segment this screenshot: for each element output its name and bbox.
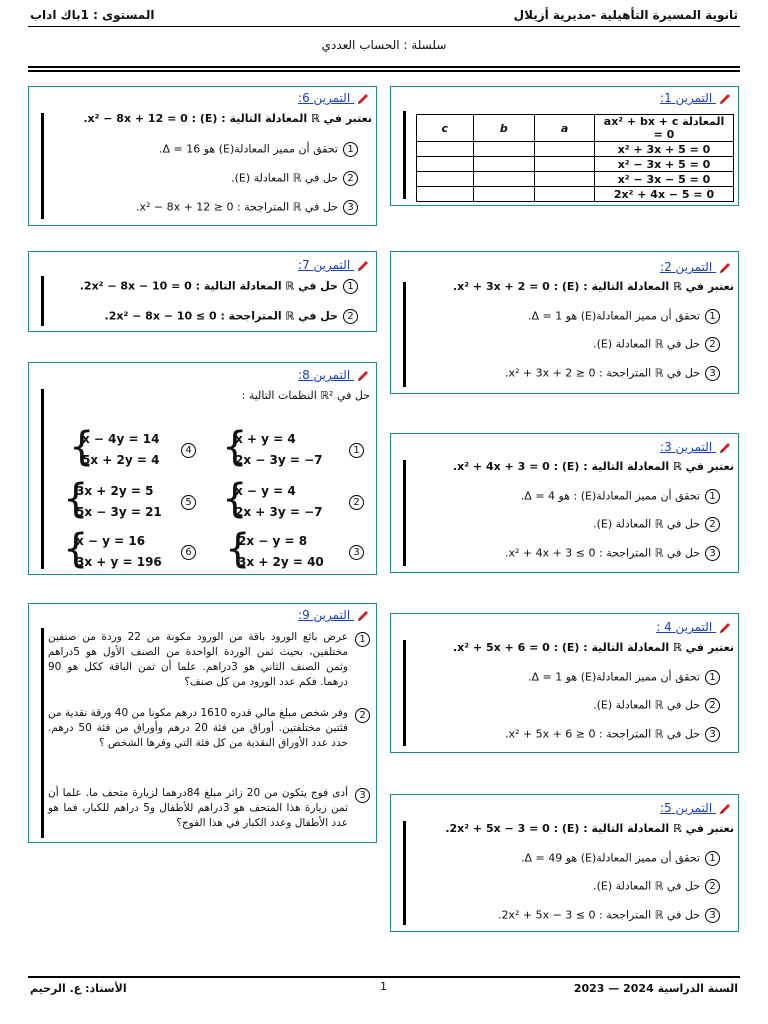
- exercise-4-q2: حل في ℝ المعادلة (E).: [593, 698, 700, 712]
- brace-icon: {: [63, 476, 89, 522]
- question-number: 1: [705, 670, 720, 685]
- brace-icon: {: [225, 526, 251, 572]
- exercise-2-intro: نعتبر في ℝ المعادلة التالية : (E) : x² + 3x + 2 = 0.: [452, 280, 734, 293]
- teacher-name: الأستاذ: ع. الرحيم: [30, 982, 127, 995]
- brace-icon: {: [69, 424, 95, 470]
- exercise-3-title: التمرين 3:: [660, 440, 713, 454]
- header-double-rule: [28, 66, 740, 68]
- pencil-icon: [356, 369, 370, 383]
- exercise-6-title: التمرين 6:: [298, 91, 351, 105]
- question-number: 6: [181, 545, 196, 560]
- pencil-icon: [356, 609, 370, 623]
- exercise-2-title: التمرين 2:: [660, 260, 713, 274]
- question-number: 2: [343, 309, 358, 324]
- pencil-icon: [718, 92, 732, 106]
- margin-bar: [403, 460, 406, 566]
- exercise-8-intro: حل في ℝ² النظمات التالية :: [241, 389, 370, 402]
- table-cell: x² − 3x + 5 = 0: [595, 157, 734, 172]
- exercise-6-box: [28, 86, 377, 226]
- exercise-4-box: [390, 613, 739, 753]
- exercise-2-q2: حل في ℝ المعادلة (E).: [593, 337, 700, 351]
- exercise-7-box: [28, 251, 377, 332]
- school-name: ثانوية المسيرة التأهيلية -مديرية أزيلال: [513, 8, 738, 22]
- exercise-4-intro: نعتبر في ℝ المعادلة التالية : (E) : x² + 5x + 6 = 0.: [452, 641, 734, 654]
- question-number: 1: [343, 142, 358, 157]
- exercise-4-title: التمرين 4 :: [656, 620, 713, 634]
- exercise-6-q3: حل في ℝ المتراجحة : x² − 8x + 12 ≥ 0.: [135, 200, 338, 214]
- question-number: 2: [355, 708, 370, 723]
- exercise-6-q1: تحقق أن مميز المعادلة(E) هو Δ = 16.: [159, 142, 338, 156]
- margin-bar: [403, 821, 406, 925]
- question-number: 1: [343, 279, 358, 294]
- table-cell: x² + 3x + 5 = 0: [595, 142, 734, 157]
- system-2: x − y = 4 2x + 3y = −7: [235, 484, 323, 519]
- exercise-2-q3: حل في ℝ المتراجحة : x² + 3x + 2 ≥ 0.: [504, 366, 700, 380]
- system-5: 3x + 2y = 5 5x − 3y = 21: [76, 484, 162, 519]
- question-number: 1: [705, 489, 720, 504]
- exercise-5-intro: نعتبر في ℝ المعادلة التالية : (E) : 2x² + 5x − 3 = 0.: [445, 822, 734, 835]
- question-number: 3: [705, 727, 720, 742]
- question-number: 3: [705, 908, 720, 923]
- exercise-1-title: التمرين 1:: [660, 91, 713, 105]
- question-number: 2: [705, 879, 720, 894]
- exercise-1-box: [390, 86, 739, 206]
- exercise-9-title: التمرين 9:: [298, 608, 351, 622]
- exercise-5-box: [390, 794, 739, 932]
- question-number: 4: [181, 443, 196, 458]
- table-header: المعادلة ax² + bx + c = 0: [595, 115, 734, 142]
- exercise-7-q1: حل في ℝ المعادلة التالية : 2x² − 8x − 10 = 0.: [79, 279, 338, 293]
- brace-icon: {: [222, 476, 248, 522]
- exercise-9-p2: وفر شخص مبلغ مالي قدره 1610 درهم مكونا من 40 ورقة نقدية من فئتين مختلفتين. أوراق من فئة 20 درهم وأوراق من فئة 50 درهم. حدد عدد الأوراق النقدية من كل فئة التي وفرها الشخص ؟: [48, 707, 349, 749]
- system-4: x − 4y = 14 5x + 2y = 4: [82, 432, 160, 467]
- exercise-5-title: التمرين 5:: [660, 801, 713, 815]
- exercise-3-box: [390, 433, 739, 573]
- margin-bar: [403, 111, 406, 199]
- exercise-9-p1: عرض بائع الورود باقة من الورود مكونة من 22 وردة من صنفين مختلفين، بحيث ثمن الوردة الواحدة من الصنف الأول هو 5دراهم وثمن الصنف الثاني هو 3دراهم. علما أن ثمن الباقة ككل هو 90 درهما. فكم عدد الورود من كل صنف؟: [48, 631, 349, 688]
- pencil-icon: [356, 259, 370, 273]
- page-number: 1: [380, 980, 387, 993]
- question-number: 3: [349, 545, 364, 560]
- exercise-4-q1: تحقق أن مميز المعادلة(E) هو Δ = 1.: [528, 670, 700, 684]
- question-number: 1: [705, 851, 720, 866]
- question-number: 2: [705, 517, 720, 532]
- pencil-icon: [718, 261, 732, 275]
- margin-bar: [41, 113, 44, 219]
- exercise-1-table: [416, 114, 734, 202]
- question-number: 3: [705, 546, 720, 561]
- pencil-icon: [356, 92, 370, 106]
- exercise-5-q1: تحقق أن مميز المعادلة(E) هو Δ = 49.: [521, 851, 700, 865]
- exercise-9-p3: أدى فوج يتكون من 20 زائر مبلغ 84درهما لزيارة متحف ما. علما أن ثمن زيارة هذا المتحف هو 3دراهم للأطفال و5 دراهم للكبار، فما هو عدد الأطفال وعدد الكبار في هذا الفوج؟: [48, 787, 349, 829]
- exercise-5-q2: حل في ℝ المعادلة (E).: [593, 879, 700, 893]
- exercise-5-q3: حل في ℝ المتراجحة : 2x² + 5x − 3 ≤ 0.: [497, 908, 700, 922]
- exercise-7-title: التمرين 7:: [298, 258, 351, 272]
- brace-icon: {: [222, 424, 248, 470]
- question-number: 3: [705, 366, 720, 381]
- question-number: 1: [349, 443, 364, 458]
- system-6: x − y = 16 3x + y = 196: [76, 534, 162, 569]
- exercise-2-box: [390, 251, 739, 394]
- question-number: 1: [355, 632, 370, 647]
- exercise-6-q2: حل في ℝ المعادلة (E).: [231, 171, 338, 185]
- margin-bar: [403, 282, 406, 387]
- margin-bar: [41, 389, 44, 569]
- level-label: المستوى : 1باك اداب: [30, 8, 155, 22]
- margin-bar: [403, 640, 406, 746]
- exercise-9-box: [28, 603, 377, 843]
- brace-icon: {: [63, 526, 89, 572]
- question-number: 2: [343, 171, 358, 186]
- table-cell: x² − 3x − 5 = 0: [595, 172, 734, 187]
- exercise-4-q3: حل في ℝ المتراجحة : x² + 5x + 6 ≥ 0.: [504, 727, 700, 741]
- question-number: 2: [705, 698, 720, 713]
- table-header: b: [473, 115, 534, 142]
- table-header: a: [535, 115, 595, 142]
- exercise-3-q1: تحقق أن مميز المعادلة(E) : هو Δ = 4.: [520, 489, 700, 503]
- question-number: 3: [355, 788, 370, 803]
- margin-bar: [41, 628, 44, 838]
- system-3: 2x − y = 8 3x + 2y = 40: [238, 534, 324, 569]
- pencil-icon: [718, 441, 732, 455]
- exercise-8-title: التمرين 8:: [298, 368, 351, 382]
- header-rule: [28, 26, 740, 27]
- question-number: 5: [181, 495, 196, 510]
- exercise-2-q1: تحقق أن مميز المعادلة(E) هو Δ = 1.: [528, 309, 700, 323]
- system-1: x + y = 4 2x − 3y = −7: [235, 432, 323, 467]
- pencil-icon: [718, 802, 732, 816]
- question-number: 1: [705, 309, 720, 324]
- exercise-3-intro: نعتبر في ℝ المعادلة التالية : (E) : x² + 4x + 3 = 0.: [452, 460, 734, 473]
- question-number: 2: [349, 495, 364, 510]
- exercise-7-q2: حل في ℝ المتراجحة : 2x² − 8x − 10 ≤ 0.: [104, 309, 338, 323]
- pencil-icon: [718, 621, 732, 635]
- table-cell: 2x² + 4x − 5 = 0: [595, 187, 734, 202]
- question-number: 2: [705, 337, 720, 352]
- exercise-8-box: [28, 362, 377, 575]
- margin-bar: [41, 276, 44, 326]
- series-title: سلسلة : الحساب العددي: [321, 38, 447, 52]
- table-header: c: [417, 115, 474, 142]
- exercise-6-intro: نعتبر في ℝ المعادلة التالية : (E) : x² − 8x + 12 = 0.: [83, 112, 372, 125]
- footer-rule: [28, 976, 740, 978]
- exercise-3-q2: حل في ℝ المعادلة (E).: [593, 517, 700, 531]
- question-number: 3: [343, 200, 358, 215]
- exercise-3-q3: حل في ℝ المتراجحة : x² + 4x + 3 ≤ 0.: [504, 546, 700, 560]
- school-year: السنة الدراسية 2024 — 2023: [573, 982, 738, 995]
